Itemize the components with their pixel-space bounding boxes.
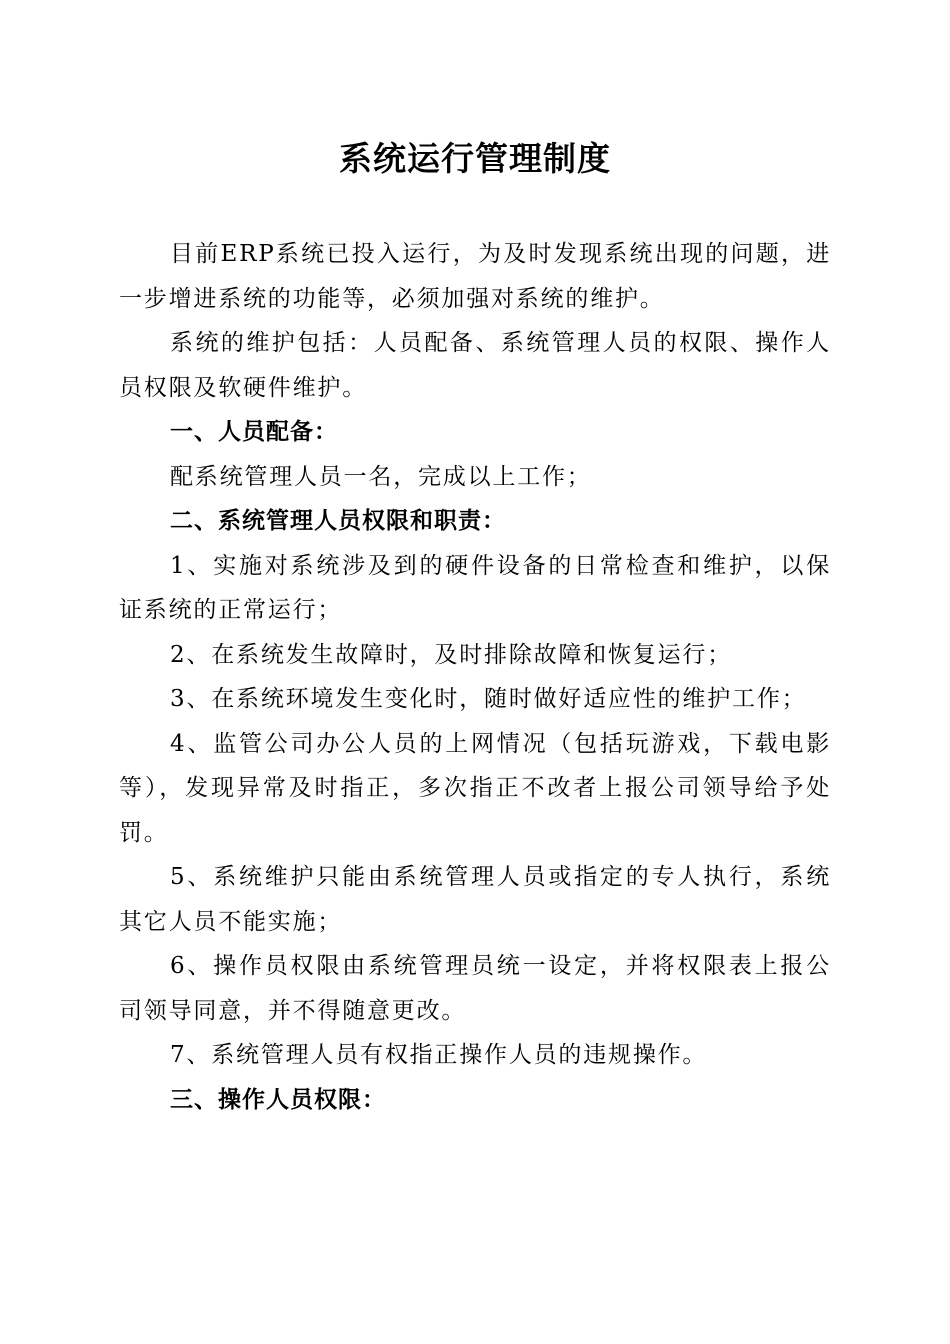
- duty-item-2: 2、在系统发生故障时，及时排除故障和恢复运行；: [170, 641, 733, 668]
- intro-paragraph: 目前ERP系统已投入运行，为及时发现系统出现的问题，进一步增进系统的功能等，必须加强对系统的维护。: [119, 241, 831, 312]
- staffing-paragraph: 配系统管理人员一名，完成以上工作；: [170, 463, 592, 490]
- section-heading-operator-permissions: 三、操作人员权限：: [170, 1086, 386, 1113]
- duty-item-5: 5、系统维护只能由系统管理人员或指定的专人执行，系统其它人员不能实施；: [119, 864, 831, 935]
- duty-item-1: 1、实施对系统涉及到的硬件设备的日常检查和维护，以保证系统的正常运行；: [119, 552, 831, 623]
- duty-item-3: 3、在系统环境发生变化时，随时做好适应性的维护工作；: [170, 686, 807, 712]
- maintenance-scope-paragraph: 系统的维护包括：人员配备、系统管理人员的权限、操作人员权限及软硬件维护。: [119, 330, 831, 401]
- duty-item-6: 6、操作员权限由系统管理员统一设定，并将权限表上报公司领导同意，并不得随意更改。: [119, 953, 831, 1024]
- document-title: 系统运行管理制度: [339, 139, 611, 178]
- duty-item-4: 4、监管公司办公人员的上网情况（包括玩游戏，下载电影等），发现异常及时指正，多次指正不改者上报公司领导给予处罚。: [119, 730, 831, 846]
- section-heading-staffing: 一、人员配备：: [170, 419, 338, 445]
- document-body: [119, 232, 831, 1122]
- section-heading-admin-duties: 二、系统管理人员权限和职责：: [170, 508, 506, 534]
- duty-item-7: 7、系统管理人员有权指正操作人员的违规操作。: [170, 1042, 708, 1068]
